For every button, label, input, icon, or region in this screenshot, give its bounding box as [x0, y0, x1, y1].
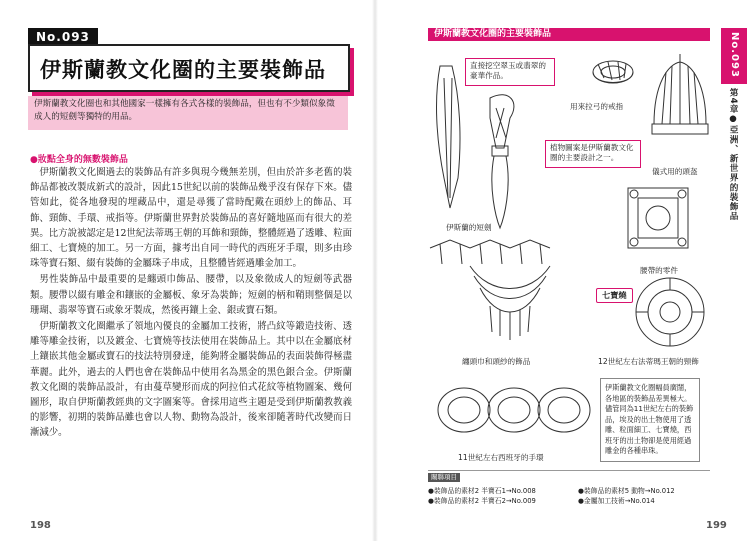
- note-box: 伊斯蘭教文化圈幅員廣闊，各地區的裝飾品差異極大。儘管同為11世紀左右的裝飾品，埃及的出土物使用了透雕、粒面細工、七寶燒，西班牙的出土物卻是使用經過雕金的各種串珠。: [600, 378, 700, 462]
- chapter-title: 伊斯蘭教文化圈的主要裝飾品: [40, 58, 326, 82]
- callout-plant: 植物圖案是伊斯蘭教文化圈的主要設計之一。: [545, 140, 641, 168]
- page-number-right: 199: [706, 520, 727, 531]
- side-number: No.093: [729, 32, 740, 78]
- chapter-header: [28, 28, 350, 94]
- label-fatimid: 12世紀左右法蒂瑪王朝的頸飾: [598, 357, 699, 366]
- related-items-title: 關聯項目: [428, 473, 460, 482]
- paragraph: 男性裝飾品中最重要的是纏頭巾飾品、腰帶，以及象徵成人的短劍等武器類。腰帶以綴有雕金和鑲嵌的金屬板、象牙為裝飾；短劍的柄和鞘則整個是以珊瑚、翡翠等寶石或象牙製成，然後再鑲上金、銀或寶石類。: [30, 274, 352, 316]
- label-dagger: 伊斯蘭的短劍: [446, 223, 492, 232]
- paragraph: 伊斯蘭教文化圈過去的裝飾品有許多與現今幾無差別，但由於許多老舊的裝飾品都被改製成新式的設計，因此15世紀以前的裝飾品幾乎沒有保存下來。儘管如此，從各地發現的埋藏品中，還是尋獲了當時配戴在頭紗上的飾品、耳飾、頸飾、手環、戒指等。伊斯蘭世界對於裝飾品的喜好隨地區而有很大的差異。比方說被認定是12世紀法蒂瑪王朝的耳飾和頸飾，整體經過了透雕、粒面細工、七寶燒的加工。另一方面，據考出自同一時代的西班牙手環，則多由珍珠等寶石類、綴有裝飾的金屬珠子串成，且整體皆經過雕金加工。: [30, 167, 352, 270]
- archery-ring-illustration: [588, 56, 638, 96]
- illustration-banner: [428, 28, 710, 41]
- related-item[interactable]: ●裝飾品的素材5 動物→No.012: [578, 487, 675, 495]
- fatimid-necklace-illustration: [630, 274, 710, 350]
- side-number-box: [721, 28, 747, 84]
- chapter-number-tag: No.093: [28, 28, 98, 46]
- related-item[interactable]: ●裝飾品的素材2 半寶石1→No.008: [428, 487, 536, 495]
- page-number-left: 198: [30, 520, 51, 531]
- side-tab: [718, 28, 750, 228]
- related-items: [428, 470, 710, 507]
- enamel-tag: 七寶燒: [596, 288, 633, 303]
- belt-part-illustration: [626, 186, 690, 250]
- label-bracelet: 11世紀左右西班牙的手環: [458, 453, 544, 462]
- illustration-banner-text: 伊斯蘭教文化圈的主要裝飾品: [434, 29, 552, 39]
- side-chapter-label: 第4章●亞洲、新世界的裝飾品: [728, 88, 738, 222]
- label-helmet: 儀式用的頭盔: [652, 167, 698, 176]
- helmet-illustration: [648, 54, 712, 139]
- related-item[interactable]: ●金屬加工技術→No.014: [578, 497, 655, 505]
- intro-box: [28, 96, 348, 130]
- callout-jade: 直接挖空翠玉或翡翠的豪華作品。: [465, 58, 555, 86]
- label-ring: 用來拉弓的戒指: [570, 102, 624, 111]
- label-headwear: 纏頭巾和頭紗的飾品: [462, 357, 531, 366]
- bracelet-illustration: [434, 380, 594, 444]
- intro-text: 伊斯蘭教文化圈也和其他國家一樣擁有各式各樣的裝飾品，但也有不少類似象徵成人的短劍等獨特的用品。: [34, 99, 335, 122]
- chapter-title-box: [28, 44, 350, 92]
- body-text: [30, 165, 352, 442]
- section-title: ●妝點全身的無數裝飾品: [30, 155, 128, 165]
- label-belt-part: 腰帶的零件: [640, 266, 678, 275]
- paragraph: 伊斯蘭教文化圈繼承了領地內優良的金屬加工技術，將凸紋等鍛造技術、透雕等雕金技術，以及鍍金、七寶燒等技法使用在裝飾品上。其中以在金屬底材上鑲嵌其他金屬或寶石的技法特別發達，能夠將金屬裝飾品的表面裝飾得極盡華麗。此外，過去的人們也會在裝飾品中使用名為黑金的黑色銀合金。伊斯蘭教文化圈的裝飾品設計，有由蔓草變形而成的阿拉伯式花紋等植物圖案、幾何圖形，取自伊斯蘭教經典的文字圖案等。會採用這些主題是受到伊斯蘭教教義的影響，初期的裝飾品雖也會以人物、動物為設計，後來卻隨著時代改變而日漸減少。: [30, 321, 352, 439]
- headwear-jewelry-illustration: [430, 236, 590, 346]
- related-item[interactable]: ●裝飾品的素材2 半寶石2→No.009: [428, 497, 536, 505]
- book-gutter: [372, 0, 378, 541]
